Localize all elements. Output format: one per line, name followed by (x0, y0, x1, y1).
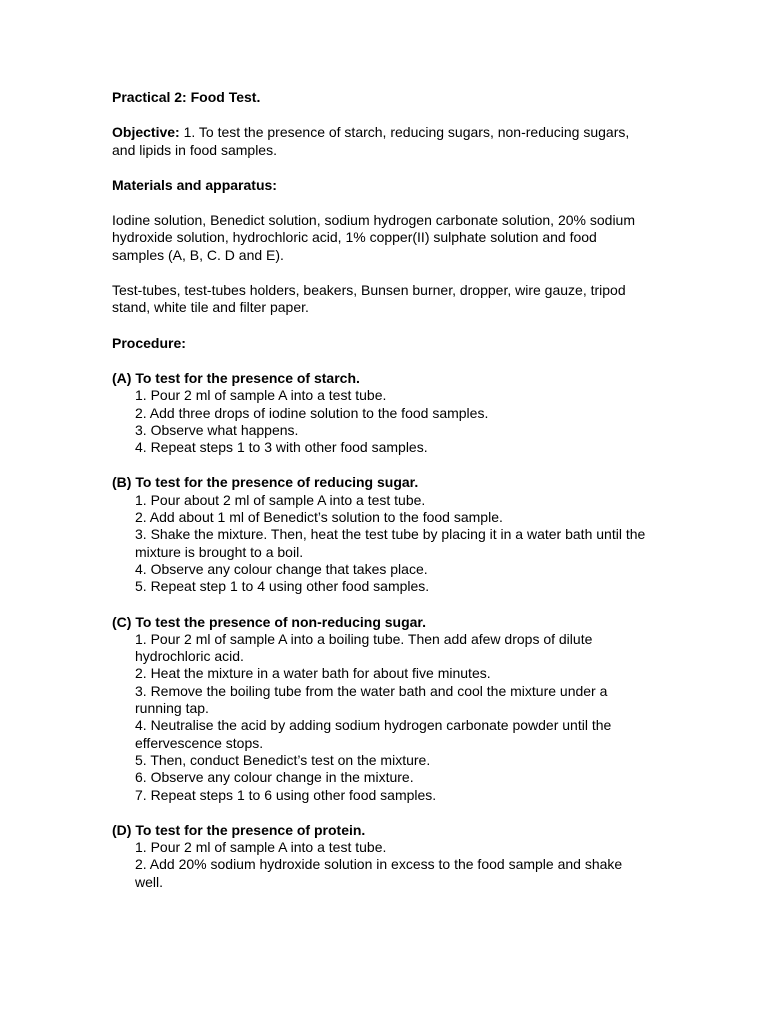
step-list (112, 387, 652, 456)
objective-text: 1. To test the presence of starch, reducing sugars, non-reducing sugars, and lipids in food samples. (112, 124, 630, 158)
section-title: (D) To test for the presence of protein. (112, 821, 366, 838)
objective-label: Objective: (112, 124, 180, 141)
list-item: 2. Heat the mixture in a water bath for about five minutes. (135, 665, 491, 682)
list-item: 1. Pour 2 ml of sample A into a boiling tube. Then add afew drops of dilute hydrochloric acid. (135, 630, 593, 665)
document-body (112, 89, 652, 891)
list-item: 3. Observe what happens. (135, 421, 299, 438)
section-title: (C) To test the presence of non-reducing sugar. (112, 613, 426, 630)
list-item: 3. Shake the mixture. Then, heat the test tube by placing it in a water bath until the mixture is brought to a boil. (135, 526, 646, 560)
procedure-section-d (112, 822, 652, 891)
step-list (112, 492, 652, 596)
list-item: 6. Observe any colour change in the mixture. (135, 769, 414, 786)
page-title: Practical 2: Food Test. (112, 89, 261, 105)
materials-chemicals: Iodine solution, Benedict solution, sodium hydrogen carbonate solution, 20% sodium hydroxide solution, hydrochloric acid, 1% copper(II) sulphate solution and food samples (A, B, C. D and E). (112, 212, 635, 263)
list-item: 2. Add 20% sodium hydroxide solution in excess to the food sample and shake well. (135, 856, 623, 890)
list-item: 4. Observe any colour change that takes place. (135, 560, 428, 577)
procedure-section-c (112, 614, 652, 804)
list-item: 3. Remove the boiling tube from the water bath and cool the mixture under a running tap. (135, 682, 608, 717)
objective-paragraph (112, 124, 652, 159)
materials-apparatus: Test-tubes, test-tubes holders, beakers, Bunsen burner, dropper, wire gauze, tripod stand, white tile and filter paper. (112, 282, 626, 316)
list-item: 5. Repeat step 1 to 4 using other food samples. (135, 578, 430, 595)
step-list (112, 839, 652, 891)
list-item: 4. Repeat steps 1 to 3 with other food samples. (135, 439, 428, 456)
list-item: 4. Neutralise the acid by adding sodium hydrogen carbonate powder until the effervescence stops. (135, 717, 612, 751)
materials-heading: Materials and apparatus: (112, 176, 277, 193)
section-title: (B) To test for the presence of reducing sugar. (112, 474, 419, 491)
list-item: 2. Add about 1 ml of Benedict’s solution to the food sample. (135, 509, 503, 526)
list-item: 1. Pour about 2 ml of sample A into a test tube. (135, 491, 426, 508)
procedure-heading: Procedure: (112, 334, 186, 351)
list-item: 2. Add three drops of iodine solution to the food samples. (135, 404, 489, 421)
step-list (112, 631, 652, 804)
list-item: 7. Repeat steps 1 to 6 using other food samples. (135, 786, 437, 803)
list-item: 1. Pour 2 ml of sample A into a test tube. (135, 387, 387, 404)
list-item: 1. Pour 2 ml of sample A into a test tube. (135, 839, 387, 856)
procedure-section-a (112, 370, 652, 456)
section-title: (A) To test for the presence of starch. (112, 369, 360, 386)
list-item: 5. Then, conduct Benedict’s test on the mixture. (135, 751, 431, 768)
procedure-section-b (112, 474, 652, 595)
